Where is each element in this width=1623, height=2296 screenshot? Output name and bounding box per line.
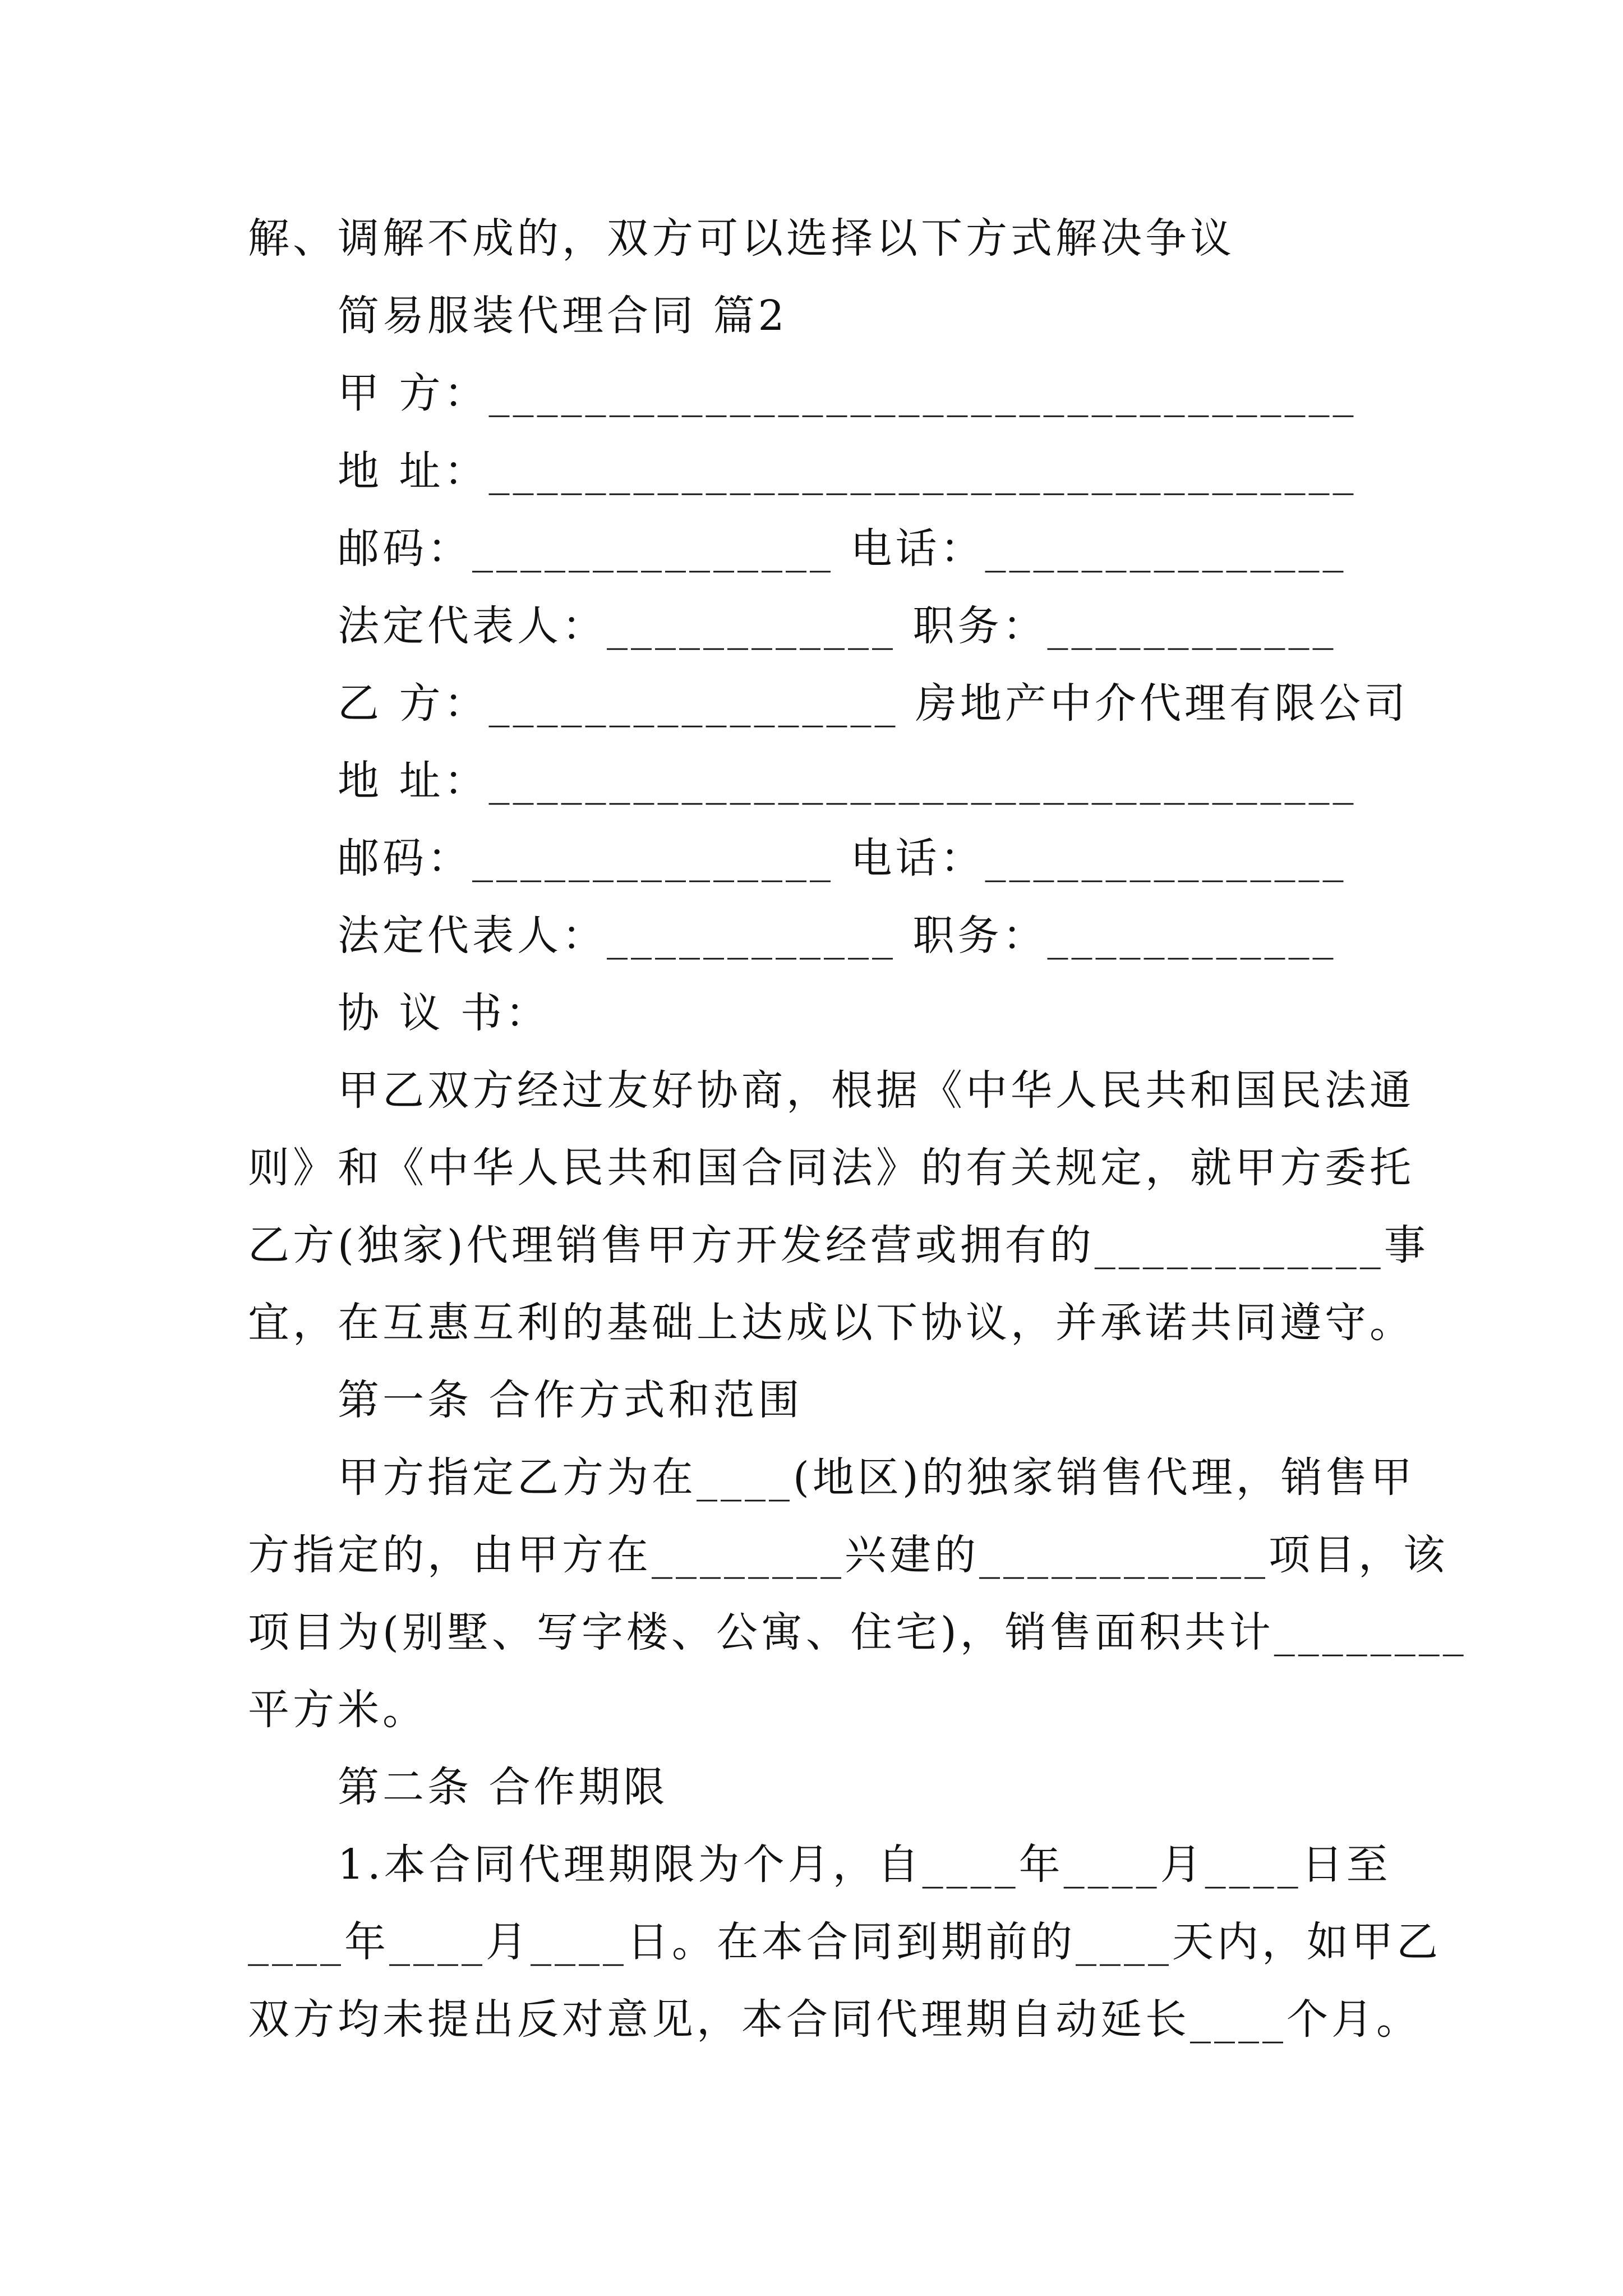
party-b-contact-field: 邮码：_______________ 电话：_______________ [338, 834, 1347, 882]
agreement-heading: 协 议 书： [338, 989, 551, 1037]
article-2-heading: 第二条 合作期限 [338, 1763, 668, 1811]
party-b-rep-field: 法定代表人：____________ 职务：____________ [338, 912, 1337, 960]
paragraph-line: 平方米。 [248, 1686, 427, 1734]
paragraph-line: 方指定的，由甲方在________兴建的____________项目，该 [248, 1531, 1448, 1579]
party-a-rep-field: 法定代表人：____________ 职务：____________ [338, 602, 1337, 650]
party-a-contact-field: 邮码：_______________ 电话：_______________ [338, 524, 1347, 573]
party-b-address-field: 地 址：____________________________________ [338, 757, 1357, 805]
party-a-address-field: 地 址：____________________________________ [338, 447, 1357, 495]
paragraph-line: 项目为(别墅、写字楼、公寓、住宅)，销售面积共计________ [248, 1608, 1467, 1657]
paragraph-line: 双方均未提出反对意见，本合同代理期自动延长____个月。 [248, 1995, 1421, 2044]
paragraph-line: 乙方(独家)代理销售甲方开发经营或拥有的____________事 [248, 1221, 1429, 1269]
paragraph-line: 1.本合同代理期限为个月，自____年____月____日至 [338, 1841, 1391, 1889]
paragraph-line: 解、调解不成的，双方可以选择以下方式解决争议 [248, 214, 1235, 263]
party-a-name-field: 甲 方：____________________________________ [338, 369, 1357, 417]
paragraph-line: ____年____月____日。在本合同到期前的____天内，如甲乙 [248, 1918, 1441, 1966]
paragraph-line: 甲乙双方经过友好协商，根据《中华人民共和国民法通 [338, 1066, 1414, 1115]
paragraph-line: 宜，在互惠互利的基础上达成以下协议，并承诺共同遵守。 [248, 1299, 1414, 1347]
party-b-name-field: 乙 方：_________________ 房地产中介代理有限公司 [338, 679, 1409, 728]
article-1-heading: 第一条 合作方式和范围 [338, 1376, 803, 1424]
paragraph-line: 则》和《中华人民共和国合同法》的有关规定，就甲方委托 [248, 1144, 1414, 1192]
section-title: 简易服装代理合同 篇2 [338, 292, 788, 340]
paragraph-line: 甲方指定乙方为在____(地区)的独家销售代理，销售甲 [338, 1453, 1415, 1502]
